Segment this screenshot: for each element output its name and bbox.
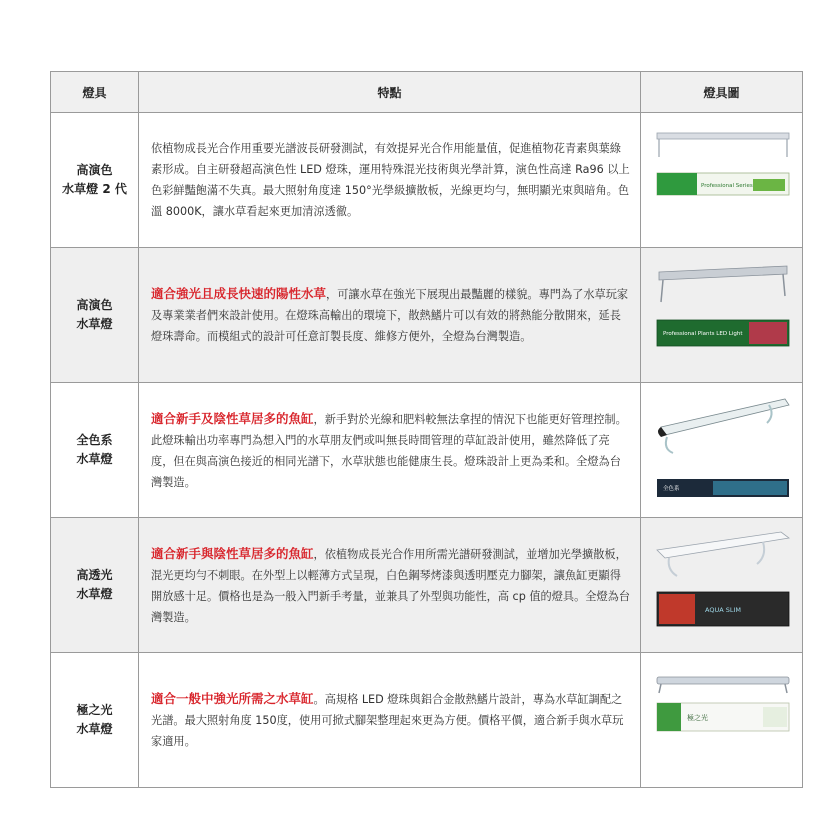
fixture-name: 極之光 水草燈 [51,653,139,788]
fixture-name: 全色系 水草燈 [51,383,139,518]
fixture-image-cell [641,383,803,518]
description-text: 。高規格 LED 燈珠與鋁合金散熱鰭片設計，專為水草缸調配之光譜。最大照射角度 150度，使用可掀式腳架整理起來更為方便。價格平價，適合新手與水草玩家適用。 [151,693,624,748]
highlight-text: 適合新手與陰性草居多的魚缸 [151,545,314,561]
header-fixture: 燈具 [51,72,139,113]
svg-text:全色系: 全色系 [663,486,680,492]
table-row [51,113,803,248]
fixture-description [139,653,641,788]
comparison-table [50,71,803,788]
light-fixture-image [653,528,793,640]
svg-text:Professional Plants LED Light: Professional Plants LED Light [663,331,743,337]
fixture-image-cell [641,113,803,248]
header-features: 特點 [139,72,641,113]
fixture-description [139,518,641,653]
fixture-image-cell [641,248,803,383]
table-row [51,653,803,788]
fixture-name: 高演色 水草燈 2 代 [51,113,139,248]
header-image: 燈具圖 [641,72,803,113]
light-fixture-image [653,663,793,775]
table-row [51,248,803,383]
fixture-image-cell [641,518,803,653]
light-fixture-image [653,123,793,235]
description-text: ，依植物成長光合作用所需光譜研發測試，並增加光學擴散板，混光更均勻不刺眼。在外型上以輕薄方式呈現，白色鋼琴烤漆與透明壓克力腳架，讓魚缸更顯得開放感十足。價格也是為一般入門新手考量，並兼具了外型與功能性，高 cp 值的燈具。全燈為台灣製造。 [151,547,631,624]
description-text: ，新手對於光線和肥料較無法拿捏的情況下也能更好管理控制。此燈珠輸出功率專門為想入門的水草朋友們或叫無長時間管理的草缸設計使用，雖然降低了亮度，但在與高演色接近的相同光譜下，水草狀態也能健康生長。燈珠設計上更為柔和。全燈為台灣製造。 [151,412,627,489]
highlight-text: 適合新手及陰性草居多的魚缸 [151,410,314,426]
description-text: ，可讓水草在強光下展現出最豔麗的樣貌。專門為了水草玩家及專業業者們來設計使用。在燈珠高輸出的環境下，散熱鰭片可以有效的將熱能分散開來，延長燈珠壽命。而模組式的設計可任意訂製長度、維修方便外，全燈為台灣製造。 [151,288,629,343]
light-fixture-image [653,393,793,505]
fixture-name: 高演色 水草燈 [51,248,139,383]
light-fixture-image [653,258,793,370]
description-text: 依植物成長光合作用重要光譜波長研發測試，有效提昇光合作用能量值，促進植物花青素與葉綠素形成。自主研發超高演色性 LED 燈珠，運用特殊混光技術與光學計算，演色性高達 Ra96 以上色彩鮮豔飽滿不失真。最大照射角度達 150°光學級擴散板，光線更均勻，無明顯光束與暗角。色溫 8000K，讓水草看起來更加清涼透徹。 [151,142,630,218]
fixture-description [139,248,641,383]
fixture-description [139,113,641,248]
fixture-description [139,383,641,518]
table-row [51,518,803,653]
svg-text:Professional Series: Professional Series [701,183,753,189]
svg-text:AQUA SLIM: AQUA SLIM [705,606,741,614]
table-row [51,383,803,518]
fixture-name: 高透光 水草燈 [51,518,139,653]
svg-text:極之光: 極之光 [687,714,708,722]
highlight-text: 適合強光且成長快速的陽性水草 [151,286,327,301]
table-header-row [51,72,803,113]
fixture-image-cell [641,653,803,788]
highlight-text: 適合一般中強光所需之水草缸 [151,691,314,706]
